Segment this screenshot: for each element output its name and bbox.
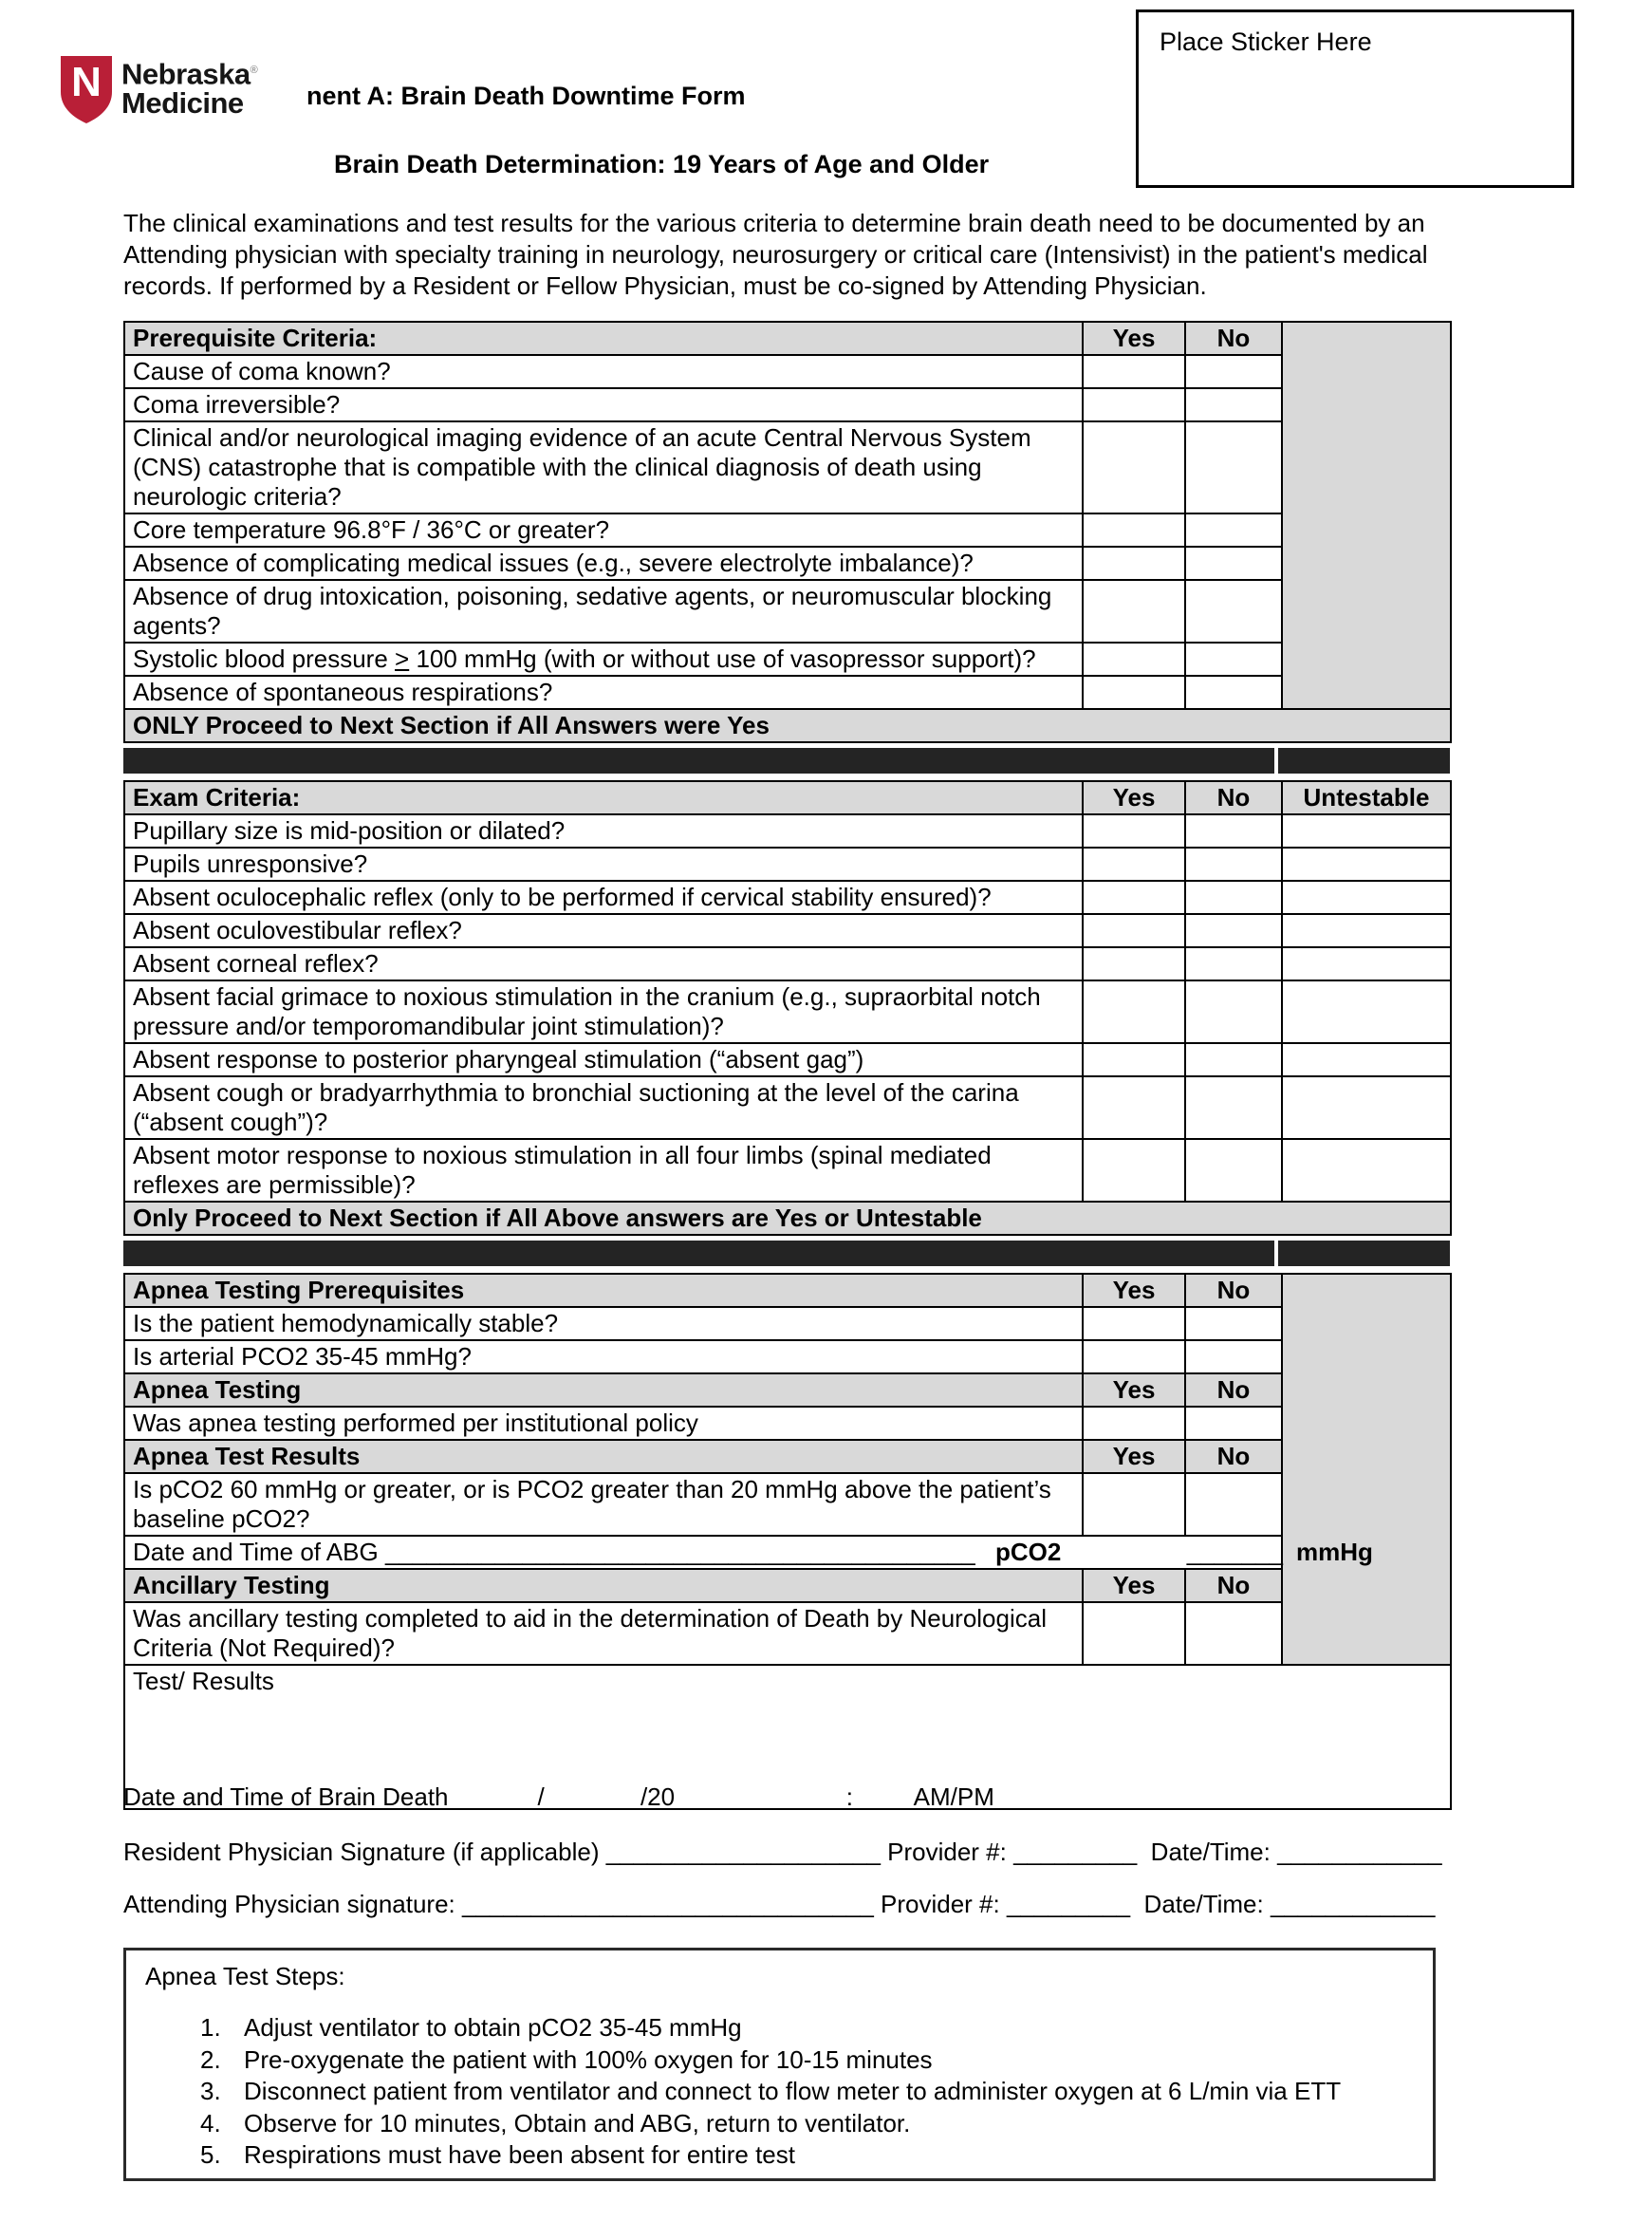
list-item bbox=[145, 2012, 1433, 2044]
answer-cell-no[interactable] bbox=[1185, 848, 1282, 881]
shield-icon bbox=[59, 52, 114, 124]
question-label: Absence of complicating medical issues (e.g., severe electrolyte imbalance)? bbox=[124, 547, 1083, 580]
divider-left-segment bbox=[123, 748, 1274, 774]
answer-cell-no[interactable] bbox=[1185, 980, 1282, 1043]
question-label-systolic bbox=[124, 643, 1083, 676]
question-label: Pupils unresponsive? bbox=[124, 848, 1083, 881]
answer-cell-no[interactable] bbox=[1185, 1076, 1282, 1139]
exam-criteria-table bbox=[123, 780, 1452, 1236]
mmhg-label: mmHg bbox=[1296, 1538, 1373, 1566]
answer-cell-yes[interactable] bbox=[1083, 1076, 1185, 1139]
answer-cell-no[interactable] bbox=[1185, 388, 1282, 421]
list-item-text: Disconnect patient from ventilator and connect to flow meter to administer oxygen at 6 L/min via ETT bbox=[244, 2077, 1342, 2105]
ancillary-header-label: Ancillary Testing bbox=[124, 1569, 1083, 1602]
answer-cell-no[interactable] bbox=[1185, 947, 1282, 980]
yes-column-header: Yes bbox=[1083, 1569, 1185, 1602]
question-label: Absent oculovestibular reflex? bbox=[124, 914, 1083, 947]
answer-cell-no[interactable] bbox=[1185, 421, 1282, 513]
answer-cell-yes[interactable] bbox=[1083, 947, 1185, 980]
apnea-right-gray-cell bbox=[1282, 1274, 1451, 1665]
exam-header-label: Exam Criteria: bbox=[124, 781, 1083, 814]
abg-blank-line[interactable]: ___________________________________________ bbox=[384, 1538, 975, 1566]
yes-column-header: Yes bbox=[1083, 1274, 1185, 1307]
answer-cell-no[interactable] bbox=[1185, 1307, 1282, 1340]
list-item bbox=[145, 2139, 1433, 2172]
answer-cell-yes[interactable] bbox=[1083, 1340, 1185, 1373]
question-label: Was apnea testing performed per institutional policy bbox=[124, 1407, 1083, 1440]
yes-column-header: Yes bbox=[1083, 322, 1185, 355]
systolic-suffix: 100 mmHg (with or without use of vasopressor support)? bbox=[409, 644, 1036, 673]
list-item bbox=[145, 2108, 1433, 2140]
divider-right-segment bbox=[1278, 748, 1450, 774]
answer-cell-no[interactable] bbox=[1185, 1407, 1282, 1440]
answer-cell-yes[interactable] bbox=[1083, 355, 1185, 388]
logo-wordmark bbox=[121, 52, 258, 121]
answer-cell-yes[interactable] bbox=[1083, 1473, 1185, 1536]
answer-cell-untestable[interactable] bbox=[1282, 1139, 1451, 1202]
apnea-prereq-header-label: Apnea Testing Prerequisites bbox=[124, 1274, 1083, 1307]
answer-cell-yes[interactable] bbox=[1083, 513, 1185, 547]
answer-cell-untestable[interactable] bbox=[1282, 914, 1451, 947]
no-column-header: No bbox=[1185, 781, 1282, 814]
answer-cell-untestable[interactable] bbox=[1282, 1043, 1451, 1076]
question-label: Absent cough or bradyarrhythmia to bronchial suctioning at the level of the carina (“absent cough”)? bbox=[124, 1076, 1083, 1139]
prereq-right-gray-cell bbox=[1282, 322, 1451, 709]
divider-left-segment bbox=[123, 1241, 1274, 1266]
list-item-text: Adjust ventilator to obtain pCO2 35-45 mmHg bbox=[244, 2013, 742, 2042]
answer-cell-no[interactable] bbox=[1185, 1139, 1282, 1202]
answer-cell-no[interactable] bbox=[1185, 547, 1282, 580]
apnea-steps-title: Apnea Test Steps: bbox=[145, 1962, 345, 1990]
question-label: Absent motor response to noxious stimulation in all four limbs (spinal mediated reflexes are permissible)? bbox=[124, 1139, 1083, 1202]
answer-cell-untestable[interactable] bbox=[1282, 947, 1451, 980]
answer-cell-no[interactable] bbox=[1185, 881, 1282, 914]
logo-word-1: Nebraska bbox=[121, 57, 251, 91]
answer-cell-untestable[interactable] bbox=[1282, 848, 1451, 881]
form-title: nent A: Brain Death Downtime Form bbox=[306, 82, 746, 110]
apnea-results-header-label: Apnea Test Results bbox=[124, 1440, 1083, 1473]
test-results-area[interactable]: Test/ Results bbox=[124, 1665, 1451, 1809]
question-label: Is pCO2 60 mmHg or greater, or is PCO2 greater than 20 mmHg above the patient’s baseline pCO2? bbox=[124, 1473, 1083, 1536]
answer-cell-yes[interactable] bbox=[1083, 1043, 1185, 1076]
nebraska-medicine-logo bbox=[59, 52, 257, 124]
answer-cell-untestable[interactable] bbox=[1282, 1076, 1451, 1139]
answer-cell-yes[interactable] bbox=[1083, 1307, 1185, 1340]
apnea-steps-list bbox=[145, 2012, 1433, 2172]
answer-cell-no[interactable] bbox=[1185, 643, 1282, 676]
answer-cell-yes[interactable] bbox=[1083, 547, 1185, 580]
answer-cell-yes[interactable] bbox=[1083, 643, 1185, 676]
answer-cell-yes[interactable] bbox=[1083, 388, 1185, 421]
yes-column-header: Yes bbox=[1083, 1440, 1185, 1473]
question-label: Coma irreversible? bbox=[124, 388, 1083, 421]
no-column-header: No bbox=[1185, 1274, 1282, 1307]
question-label: Is the patient hemodynamically stable? bbox=[124, 1307, 1083, 1340]
list-item bbox=[145, 2076, 1433, 2108]
untestable-column-header: Untestable bbox=[1282, 781, 1451, 814]
question-label: Pupillary size is mid-position or dilated? bbox=[124, 814, 1083, 848]
question-label: Absent facial grimace to noxious stimulation in the cranium (e.g., supraorbital notch pressure and/or temporomandibular joint stimulation)? bbox=[124, 980, 1083, 1043]
question-label: Absent corneal reflex? bbox=[124, 947, 1083, 980]
sticker-box[interactable] bbox=[1136, 9, 1574, 188]
answer-cell-no[interactable] bbox=[1185, 1043, 1282, 1076]
exam-proceed-note: Only Proceed to Next Section if All Above answers are Yes or Untestable bbox=[124, 1202, 1451, 1235]
black-section-divider bbox=[123, 748, 1450, 774]
shield-letter: N bbox=[71, 59, 102, 105]
prerequisite-criteria-table bbox=[123, 321, 1452, 743]
list-item-text: Respirations must have been absent for entire test bbox=[244, 2140, 795, 2169]
answer-cell-no[interactable] bbox=[1185, 676, 1282, 709]
black-section-divider bbox=[123, 1241, 1450, 1266]
form-tables bbox=[123, 321, 1450, 1810]
answer-cell-no[interactable] bbox=[1185, 580, 1282, 643]
yes-column-header: Yes bbox=[1083, 1373, 1185, 1407]
question-label: Absence of spontaneous respirations? bbox=[124, 676, 1083, 709]
apnea-testing-table bbox=[123, 1273, 1452, 1810]
registered-mark: ® bbox=[250, 65, 258, 76]
yes-column-header: Yes bbox=[1083, 781, 1185, 814]
answer-cell-yes[interactable] bbox=[1083, 1602, 1185, 1665]
answer-cell-yes[interactable] bbox=[1083, 1139, 1185, 1202]
answer-cell-yes[interactable] bbox=[1083, 421, 1185, 513]
question-label: Is arterial PCO2 35-45 mmHg? bbox=[124, 1340, 1083, 1373]
answer-cell-untestable[interactable] bbox=[1282, 881, 1451, 914]
pco2-label: pCO2 bbox=[994, 1538, 1062, 1566]
question-label: Cause of coma known? bbox=[124, 355, 1083, 388]
answer-cell-yes[interactable] bbox=[1083, 980, 1185, 1043]
abg-label: Date and Time of ABG bbox=[133, 1538, 379, 1566]
answer-cell-no[interactable] bbox=[1185, 355, 1282, 388]
sticker-label: Place Sticker Here bbox=[1160, 28, 1372, 56]
prereq-header-label: Prerequisite Criteria: bbox=[124, 322, 1083, 355]
answer-cell-yes[interactable] bbox=[1083, 848, 1185, 881]
form-subtitle: Brain Death Determination: 19 Years of Age and Older bbox=[334, 150, 990, 178]
list-item-number: 4. bbox=[200, 2108, 221, 2137]
list-item-number: 3. bbox=[200, 2077, 221, 2105]
apnea-test-steps-box bbox=[123, 1948, 1436, 2181]
attending-signature-line[interactable]: Attending Physician signature: ______________________________ Provider #: _________ Date/Time: ____________ bbox=[123, 1890, 1436, 1918]
question-label: Absent response to posterior pharyngeal stimulation (“absent gag”) bbox=[124, 1043, 1083, 1076]
list-item bbox=[145, 2044, 1433, 2077]
answer-cell-no[interactable] bbox=[1185, 914, 1282, 947]
question-label: Absent oculocephalic reflex (only to be performed if cervical stability ensured)? bbox=[124, 881, 1083, 914]
answer-cell-untestable[interactable] bbox=[1282, 814, 1451, 848]
list-item-text: Pre-oxygenate the patient with 100% oxygen for 10-15 minutes bbox=[244, 2044, 933, 2074]
pco2-blank-line[interactable]: _______ bbox=[1186, 1538, 1283, 1566]
question-label: Clinical and/or neurological imaging evidence of an acute Central Nervous System (CNS) catastrophe that is compatible with the clinical diagnosis of death using neurologic criteria? bbox=[124, 421, 1083, 513]
question-label: Core temperature 96.8°F / 36°C or greater? bbox=[124, 513, 1083, 547]
list-item-number: 1. bbox=[200, 2013, 221, 2042]
list-item-number: 5. bbox=[200, 2140, 221, 2169]
list-item-number: 2. bbox=[200, 2044, 221, 2074]
list-item-text: Observe for 10 minutes, Obtain and ABG, return to ventilator. bbox=[244, 2108, 911, 2137]
no-column-header: No bbox=[1185, 1569, 1282, 1602]
gte-symbol: > bbox=[395, 644, 410, 673]
intro-paragraph: The clinical examinations and test results for the various criteria to determine brain death need to be documented by an Attending physician with specialty training in neurology, neurosurgery or critical care (Intensivist) in the patient's medical records. If performed by a Resident or Fellow Physician, must be co-signed by Attending Physician. bbox=[123, 209, 1428, 300]
question-label: Was ancillary testing completed to aid in the determination of Death by Neurological Criteria (Not Required)? bbox=[124, 1602, 1083, 1665]
answer-cell-no[interactable] bbox=[1185, 1473, 1282, 1536]
answer-cell-untestable[interactable] bbox=[1282, 980, 1451, 1043]
prereq-proceed-note: ONLY Proceed to Next Section if All Answers were Yes bbox=[124, 709, 1451, 742]
resident-signature-line[interactable]: Resident Physician Signature (if applicable) ____________________ Provider #: _________ Date/Time: ____________ bbox=[123, 1838, 1442, 1866]
question-label: Absence of drug intoxication, poisoning, sedative agents, or neuromuscular blocking agents? bbox=[124, 580, 1083, 643]
answer-cell-yes[interactable] bbox=[1083, 881, 1185, 914]
abg-date-time-row bbox=[124, 1536, 1373, 1569]
divider-right-segment bbox=[1278, 1241, 1450, 1266]
answer-cell-no[interactable] bbox=[1185, 1340, 1282, 1373]
answer-cell-yes[interactable] bbox=[1083, 580, 1185, 643]
answer-cell-yes[interactable] bbox=[1083, 914, 1185, 947]
logo-word-2: Medicine bbox=[121, 86, 244, 121]
answer-cell-no[interactable] bbox=[1185, 1602, 1282, 1665]
no-column-header: No bbox=[1185, 322, 1282, 355]
answer-cell-yes[interactable] bbox=[1083, 814, 1185, 848]
no-column-header: No bbox=[1185, 1440, 1282, 1473]
systolic-prefix: Systolic blood pressure bbox=[133, 644, 396, 673]
answer-cell-no[interactable] bbox=[1185, 814, 1282, 848]
no-column-header: No bbox=[1185, 1373, 1282, 1407]
answer-cell-yes[interactable] bbox=[1083, 1407, 1185, 1440]
apnea-testing-header-label: Apnea Testing bbox=[124, 1373, 1083, 1407]
brain-death-datetime-line[interactable]: Date and Time of Brain Death ______/_______/20____ ____:____ AM/PM bbox=[123, 1782, 994, 1811]
answer-cell-yes[interactable] bbox=[1083, 676, 1185, 709]
answer-cell-no[interactable] bbox=[1185, 513, 1282, 547]
